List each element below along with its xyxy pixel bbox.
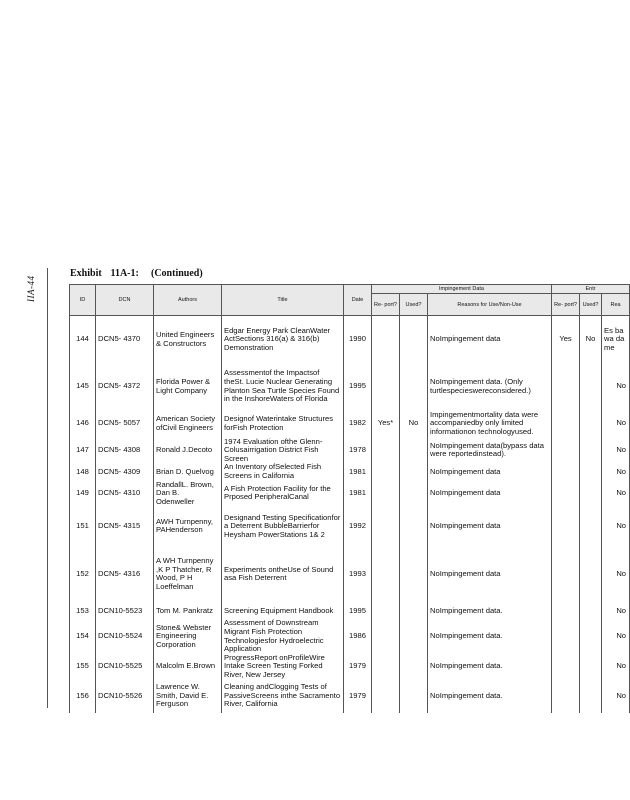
cell-date: 1979 — [344, 654, 372, 680]
cell-ent-reasons: Es ba wa da me — [602, 316, 630, 364]
cell-ent-reported — [552, 546, 580, 602]
cell-authors: American Society ofCivil Engineers — [154, 410, 222, 438]
cell-imp-reported — [372, 506, 400, 546]
header-imp-reported: Re- port? — [372, 294, 400, 316]
cell-dcn: DCN5- 4370 — [96, 316, 154, 364]
cell-id: 152 — [70, 546, 96, 602]
page-side-label: IIA-44 — [26, 275, 36, 302]
cell-imp-reported: Yes* — [372, 410, 400, 438]
exhibit-caption — [70, 268, 203, 279]
cell-imp-reported — [372, 316, 400, 364]
table-row — [70, 546, 630, 602]
table-row — [70, 506, 630, 546]
group-header-impingement: Impingement Data — [372, 285, 552, 294]
cell-id: 146 — [70, 410, 96, 438]
cell-ent-used — [580, 680, 602, 713]
cell-imp-used — [400, 506, 428, 546]
cell-imp-used — [400, 546, 428, 602]
cell-imp-reasons: NoImpingement data — [428, 506, 552, 546]
header-title: Title — [222, 285, 344, 316]
table-row — [70, 364, 630, 410]
cell-imp-used — [400, 480, 428, 506]
cell-date: 1992 — [344, 506, 372, 546]
exhibit-status: (Continued) — [151, 268, 203, 279]
cell-ent-used — [580, 506, 602, 546]
cell-imp-reasons: NoImpingement data — [428, 480, 552, 506]
cell-authors: Malcolm E.Brown — [154, 654, 222, 680]
cell-imp-reported — [372, 364, 400, 410]
cell-title: ProgressReport onProfileWire Intake Screen Testing Forked River, New Jersey — [222, 654, 344, 680]
cell-imp-used — [400, 680, 428, 713]
header-imp-reasons: Reasons for Use/Non-Use — [428, 294, 552, 316]
cell-ent-reasons: No — [602, 654, 630, 680]
cell-imp-used — [400, 463, 428, 480]
cell-ent-reported — [552, 619, 580, 653]
cell-ent-reasons: No — [602, 602, 630, 619]
cell-ent-reported — [552, 410, 580, 438]
cell-ent-used — [580, 602, 602, 619]
cell-imp-reasons: NoImpingement data(bypass data were reportedinstead). — [428, 438, 552, 464]
cell-ent-reasons: No — [602, 506, 630, 546]
cell-id: 154 — [70, 619, 96, 653]
cell-imp-reasons: Impingementmortality data were accompaniedby only limited informationon technologyused. — [428, 410, 552, 438]
cell-ent-reported — [552, 480, 580, 506]
group-header-entrainment: Entr — [552, 285, 630, 294]
table-row — [70, 619, 630, 653]
cell-imp-used — [400, 619, 428, 653]
cell-imp-used — [400, 316, 428, 364]
cell-title: Assessmentof the Impactsof theSt. Lucie Nuclear Generating Planton Sea Turtle Species Found in the InshoreWaters of Florida — [222, 364, 344, 410]
cell-title: Screening Equipment Handbook — [222, 602, 344, 619]
cell-ent-reasons: No — [602, 410, 630, 438]
cell-imp-reported — [372, 654, 400, 680]
cell-imp-reported — [372, 546, 400, 602]
cell-ent-used — [580, 463, 602, 480]
cell-id: 149 — [70, 480, 96, 506]
cell-dcn: DCN5- 4372 — [96, 364, 154, 410]
cell-ent-used — [580, 410, 602, 438]
cell-imp-reasons: NoImpingement data. — [428, 602, 552, 619]
cell-title: 1974 Evaluation ofthe Glenn-Colusairrigation District Fish Screen — [222, 438, 344, 464]
table-row — [70, 438, 630, 464]
cell-date: 1993 — [344, 546, 372, 602]
cell-ent-reported — [552, 506, 580, 546]
cell-title: Designof Waterintake Structures forFish Protection — [222, 410, 344, 438]
cell-imp-used — [400, 602, 428, 619]
cell-id: 156 — [70, 680, 96, 713]
cell-title: Cleaning andClogging Tests of PassiveScreens inthe Sacramento River, California — [222, 680, 344, 713]
cell-title: Experiments ontheUse of Sound asa Fish Deterrent — [222, 546, 344, 602]
cell-dcn: DCN5- 4315 — [96, 506, 154, 546]
cell-imp-used — [400, 364, 428, 410]
header-id: ID — [70, 285, 96, 316]
cell-authors: Florida Power & Light Company — [154, 364, 222, 410]
cell-imp-reported — [372, 619, 400, 653]
cell-authors: Tom M. Pankratz — [154, 602, 222, 619]
cell-id: 151 — [70, 506, 96, 546]
cell-title: Designand Testing Specificationfor a Deterrent BubbleBarrierfor Heysham PowerStations 1& 2 — [222, 506, 344, 546]
table-row — [70, 680, 630, 713]
cell-dcn: DCN5- 5057 — [96, 410, 154, 438]
cell-ent-reported — [552, 463, 580, 480]
cell-id: 144 — [70, 316, 96, 364]
cell-ent-reported — [552, 654, 580, 680]
cell-imp-reported — [372, 680, 400, 713]
table-row — [70, 316, 630, 364]
cell-id: 155 — [70, 654, 96, 680]
cell-imp-reported — [372, 463, 400, 480]
cell-ent-reported — [552, 602, 580, 619]
cell-ent-reported — [552, 438, 580, 464]
cell-authors: RandallL. Brown, Dan B. Odenweller — [154, 480, 222, 506]
table-row — [70, 602, 630, 619]
header-ent-reported: Re- port? — [552, 294, 580, 316]
cell-imp-reported — [372, 602, 400, 619]
cell-dcn: DCN10-5523 — [96, 602, 154, 619]
exhibit-label: Exhibit — [70, 268, 102, 279]
table-row — [70, 410, 630, 438]
cell-imp-reported — [372, 438, 400, 464]
cell-ent-used — [580, 546, 602, 602]
cell-date: 1995 — [344, 602, 372, 619]
cell-imp-reported — [372, 480, 400, 506]
cell-ent-used — [580, 480, 602, 506]
cell-ent-reasons: No — [602, 546, 630, 602]
cell-date: 1981 — [344, 463, 372, 480]
cell-ent-reasons: No — [602, 619, 630, 653]
cell-imp-used: No — [400, 410, 428, 438]
table-row — [70, 654, 630, 680]
cell-imp-reasons: NoImpingement data. (Only turtlespecieswereconsidered.) — [428, 364, 552, 410]
cell-authors: Stone& Webster Engineering Corporation — [154, 619, 222, 653]
cell-authors: AWH Turnpenny, PAHenderson — [154, 506, 222, 546]
cell-dcn: DCN5- 4316 — [96, 546, 154, 602]
table-row — [70, 463, 630, 480]
cell-ent-reported — [552, 364, 580, 410]
cell-dcn: DCN10-5524 — [96, 619, 154, 653]
table-row — [70, 480, 630, 506]
cell-imp-reasons: NoImpingement data. — [428, 680, 552, 713]
cell-imp-used — [400, 438, 428, 464]
cell-ent-used — [580, 438, 602, 464]
side-rule — [47, 268, 48, 708]
cell-ent-used: No — [580, 316, 602, 364]
header-imp-used: Used? — [400, 294, 428, 316]
cell-imp-used — [400, 654, 428, 680]
cell-imp-reasons: NoImpingement data — [428, 316, 552, 364]
cell-authors: Ronald J.Decoto — [154, 438, 222, 464]
cell-authors: Lawrence W. Smith, David E. Ferguson — [154, 680, 222, 713]
cell-ent-reasons: No — [602, 463, 630, 480]
cell-ent-reasons: No — [602, 364, 630, 410]
cell-date: 1990 — [344, 316, 372, 364]
cell-ent-used — [580, 654, 602, 680]
cell-imp-reasons: NoImpingement data. — [428, 619, 552, 653]
header-ent-used: Used? — [580, 294, 602, 316]
cell-id: 148 — [70, 463, 96, 480]
cell-id: 147 — [70, 438, 96, 464]
header-authors: Authors — [154, 285, 222, 316]
exhibit-number: 11A-1: — [110, 268, 139, 279]
cell-title: Assessment of Downstream Migrant Fish Protection Technologiesfor Hydroelectric Application — [222, 619, 344, 653]
cell-date: 1995 — [344, 364, 372, 410]
cell-dcn: DCN5- 4308 — [96, 438, 154, 464]
cell-title: An Inventory ofSelected Fish Screens in California — [222, 463, 344, 480]
cell-dcn: DCN5- 4309 — [96, 463, 154, 480]
header-date: Date — [344, 285, 372, 316]
cell-ent-reasons: No — [602, 480, 630, 506]
cell-dcn: DCN10-5526 — [96, 680, 154, 713]
cell-authors: Brian D. Quelvog — [154, 463, 222, 480]
cell-id: 145 — [70, 364, 96, 410]
cell-imp-reasons: NoImpingement data — [428, 546, 552, 602]
cell-imp-reasons: NoImpingement data. — [428, 654, 552, 680]
cell-date: 1979 — [344, 680, 372, 713]
cell-imp-reasons: NoImpingement data — [428, 463, 552, 480]
cell-dcn: DCN10-5525 — [96, 654, 154, 680]
data-table — [69, 284, 630, 713]
cell-ent-used — [580, 364, 602, 410]
cell-ent-reasons: No — [602, 438, 630, 464]
cell-dcn: DCN5- 4310 — [96, 480, 154, 506]
cell-id: 153 — [70, 602, 96, 619]
cell-date: 1978 — [344, 438, 372, 464]
cell-authors: A WH Turnpenny ,K P Thatcher, R Wood, P H Loeffelman — [154, 546, 222, 602]
cell-date: 1986 — [344, 619, 372, 653]
cell-title: A Fish Protection Facility for the Prposed PeripheralCanal — [222, 480, 344, 506]
cell-ent-reported — [552, 680, 580, 713]
header-dcn: DCN — [96, 285, 154, 316]
cell-date: 1981 — [344, 480, 372, 506]
cell-ent-reasons: No — [602, 680, 630, 713]
cell-ent-reported: Yes — [552, 316, 580, 364]
cell-authors: United Engineers & Constructors — [154, 316, 222, 364]
cell-ent-used — [580, 619, 602, 653]
header-ent-reasons: Rea — [602, 294, 630, 316]
cell-date: 1982 — [344, 410, 372, 438]
cell-title: Edgar Energy Park CleanWater ActSections 316(a) & 316(b) Demonstration — [222, 316, 344, 364]
